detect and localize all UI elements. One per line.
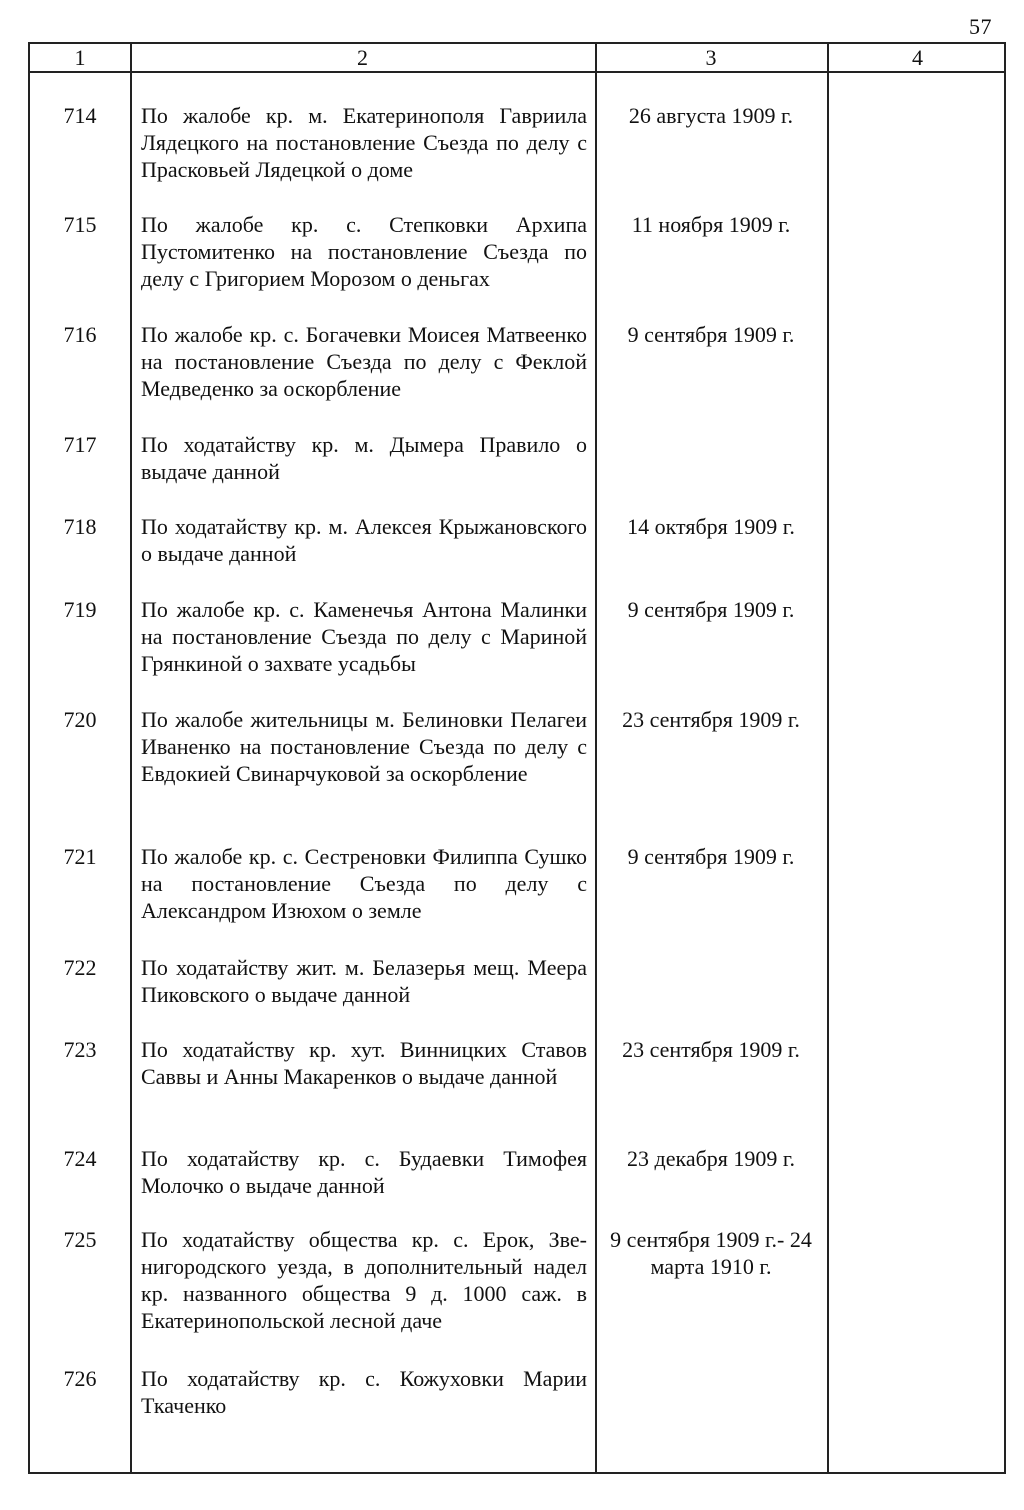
entry-number: 722	[63, 955, 97, 980]
entry-date: 23 декабря 1909 г.	[627, 1146, 795, 1171]
entry-date: 26 августа 1909 г.	[628, 103, 794, 128]
entry-description: По жалобе кр. с. Степковки Архипа Пустомитенко на постановление Съезда по делу с Григорием Морозом о деньгах	[141, 212, 587, 291]
column-header-3: 3	[705, 45, 717, 70]
entry-number: 717	[63, 432, 97, 457]
entry-description: По ходатайству общества кр. с. Ерок, Звенигородского уезда, в дополнительный надел кр. названного общества 9 д. 1000 саж. в Екатеринопольской лесной даче	[141, 1227, 587, 1333]
column-header-2: 2	[357, 45, 368, 70]
entry-date: 9 сентября 1909 г.- 24 марта 1910 г.	[610, 1227, 812, 1279]
entry-number: 721	[63, 844, 97, 869]
entry-number: 718	[63, 514, 97, 539]
column-divider	[827, 44, 829, 1472]
entry-number: 714	[63, 103, 97, 128]
entry-number: 723	[63, 1037, 97, 1062]
entry-description: По жалобе кр. с. Сестреновки Филиппа Сушко на постановление Съезда по делу с Александром Изюхом о земле	[141, 844, 587, 923]
entry-date: 23 сентября 1909 г.	[622, 1037, 800, 1062]
entry-description: По ходатайству кр. м. Дымера Правило о выдаче данной	[141, 432, 587, 484]
entry-description: По жалобе кр. м. Екатеринополя Гавриила Лядецкого на постановление Съезда по делу с Прасковьей Лядецкой о доме	[141, 103, 587, 182]
entry-date: 23 сентября 1909 г.	[622, 707, 800, 732]
entry-description: По жалобе кр. с. Каменечья Антона Малинки на постановление Съезда по делу с Мариной Грянкиной о захвате усадьбы	[141, 597, 587, 676]
entry-number: 719	[63, 597, 97, 622]
column-header-4: 4	[912, 45, 923, 70]
entry-description: По жалобе жительницы м. Белиновки Пелагеи Иваненко на постановление Съезда по делу с Евдокией Свинарчуковой за оскорбление	[141, 707, 587, 786]
entry-number: 724	[63, 1146, 97, 1171]
header-divider	[30, 71, 1004, 73]
entry-description: По ходатайству кр. с. Кожуховки Марии Ткаченко	[141, 1366, 587, 1418]
entry-date: 9 сентября 1909 г.	[627, 844, 795, 869]
entry-date: 11 ноября 1909 г.	[631, 212, 791, 237]
entry-number: 716	[63, 322, 97, 347]
entry-number: 715	[63, 212, 97, 237]
entry-number: 720	[63, 707, 97, 732]
entry-date: 9 сентября 1909 г.	[627, 322, 795, 347]
entry-description: По ходатайству кр. м. Алексея Крыжановского о выдаче данной	[141, 514, 587, 566]
entry-date: 14 октября 1909 г.	[627, 514, 795, 539]
column-header-1: 1	[74, 45, 86, 70]
entry-number: 726	[63, 1366, 97, 1391]
entry-description: По ходатайству жит. м. Белазерья мещ. Меера Пиковского о выдаче данной	[141, 955, 587, 1007]
entry-number: 725	[63, 1227, 97, 1252]
entry-date: 9 сентября 1909 г.	[627, 597, 795, 622]
column-divider	[130, 44, 132, 1472]
archive-ledger-table	[28, 42, 1006, 1474]
entry-description: По жалобе кр. с. Богачевки Моисея Матвеенко на постановление Съезда по делу с Феклой Медведенко за оскорбление	[141, 322, 587, 401]
page-number: 57	[969, 14, 992, 39]
entry-description: По ходатайству кр. хут. Винницких Ставов Саввы и Анны Макаренков о выдаче данной	[141, 1037, 587, 1089]
entry-description: По ходатайству кр. с. Будаевки Тимофея Молочко о выдаче данной	[141, 1146, 587, 1198]
